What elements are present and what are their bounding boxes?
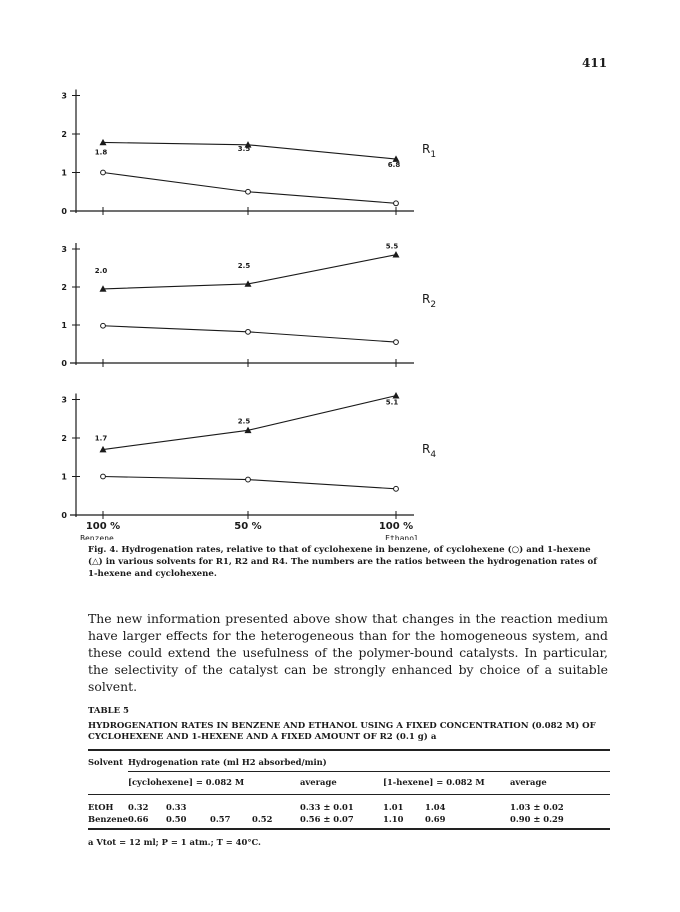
- circle-marker: [101, 170, 106, 175]
- y-tick-label: 3: [61, 395, 67, 405]
- y-tick-label: 0: [61, 207, 67, 216]
- sub-cyclohexene: [cyclohexene] = 0.082 M: [128, 777, 245, 787]
- y-tick-label: 0: [61, 511, 67, 520]
- ratio-label: 1.8: [94, 148, 108, 157]
- row-value: 0.57: [210, 814, 231, 824]
- ratio-label: 5.1: [385, 398, 399, 407]
- panel-label: $R_4$: [422, 442, 437, 460]
- sub-average-2: average: [510, 777, 547, 787]
- x-axis-sublabel: Benzene: [80, 534, 114, 540]
- figure-caption: Fig. 4. Hydrogenation rates, relative to that of cyclohexene in benzene, of cyclohexene (○) and 1-hexene (△) in various solvents for R1, R2 and R4. The numbers are the ratios between the hydrogenation rates of 1-hexene and cyclohexene.: [88, 545, 597, 579]
- ratio-label: 1.7: [94, 434, 108, 443]
- x-axis-sublabel: Ethanol: [385, 534, 419, 540]
- table-top-rule: [88, 749, 610, 751]
- row-average: 0.56 ± 0.07: [300, 814, 354, 824]
- subheader-rule: [88, 794, 610, 795]
- row-average: 0.90 ± 0.29: [510, 814, 564, 824]
- row-solvent: EtOH: [88, 802, 114, 812]
- y-tick-label: 2: [61, 434, 67, 443]
- x-axis-label: 100 %: [85, 521, 121, 532]
- header-rule: [128, 771, 610, 772]
- page-number: 411: [582, 56, 608, 70]
- y-tick-label: 1: [61, 472, 67, 482]
- ratio-label: 2.5: [237, 417, 251, 426]
- row-value: 1.04: [425, 802, 446, 812]
- ratio-label: 2.0: [94, 266, 108, 275]
- row-value: 0.66: [128, 814, 149, 824]
- row-value: 0.32: [128, 802, 149, 812]
- y-tick-label: 3: [61, 245, 67, 254]
- x-axis-label: 50 %: [234, 521, 262, 532]
- table-bottom-rule: [88, 828, 610, 830]
- cyclohexene-series-line: [103, 173, 396, 204]
- y-tick-label: 2: [61, 283, 67, 292]
- sub-average-1: average: [300, 777, 337, 787]
- y-tick-label: 1: [61, 321, 67, 330]
- triangle-marker: [393, 252, 399, 258]
- row-average: 0.33 ± 0.01: [300, 802, 354, 812]
- row-value: 0.33: [166, 802, 187, 812]
- triangle-marker: [393, 393, 399, 399]
- row-value: 0.69: [425, 814, 446, 824]
- row-value: 0.50: [166, 814, 187, 824]
- ratio-label: 3.5: [237, 144, 251, 153]
- table-number: TABLE 5: [88, 706, 129, 716]
- y-tick-label: 0: [61, 359, 67, 368]
- y-tick-label: 3: [61, 91, 67, 101]
- panel-label: $R_2$: [422, 292, 437, 310]
- ratio-label: 5.5: [385, 242, 399, 251]
- col-rate: Hydrogenation rate (ml H2 absorbed/min): [128, 757, 327, 767]
- y-tick-label: 2: [61, 130, 67, 139]
- row-average: 1.03 ± 0.02: [510, 802, 564, 812]
- row-value: 1.10: [383, 814, 404, 824]
- row-solvent: Benzene: [88, 814, 128, 824]
- ratio-label: 2.5: [237, 261, 251, 270]
- table-title: HYDROGENATION RATES IN BENZENE AND ETHANOL USING A FIXED CONCENTRATION (0.082 M) OF CYCLOHEXENE AND 1-HEXENE AND A FIXED AMOUNT OF R2 (0.1 g) a: [88, 721, 596, 742]
- y-tick-label: 1: [61, 168, 67, 178]
- panel-label: $R_1$: [422, 142, 437, 160]
- table-footnote: a Vtot = 12 ml; P = 1 atm.; T = 40°C.: [88, 837, 261, 847]
- col-solvent: Solvent: [88, 757, 123, 767]
- sub-hexene: [1-hexene] = 0.082 M: [383, 777, 485, 787]
- body-paragraph: The new information presented above show that changes in the reaction medium have larger effects for the heterogeneous than for the homogeneous system, and these could extend the usefulness of the polymer-bound catalysts. In particular, the selectivity of the catalyst can be strongly enhanced by choice of a suitable solvent.: [88, 611, 608, 694]
- x-axis-label: 100 %: [378, 521, 414, 532]
- circle-marker: [246, 329, 251, 334]
- circle-marker: [101, 474, 106, 479]
- row-value: 1.01: [383, 802, 404, 812]
- circle-marker: [394, 486, 399, 491]
- circle-marker: [394, 201, 399, 206]
- row-value: 0.52: [252, 814, 273, 824]
- circle-marker: [246, 189, 251, 194]
- ratio-label: 6.8: [387, 161, 401, 170]
- circle-marker: [101, 323, 106, 328]
- circle-marker: [246, 477, 251, 482]
- circle-marker: [394, 340, 399, 345]
